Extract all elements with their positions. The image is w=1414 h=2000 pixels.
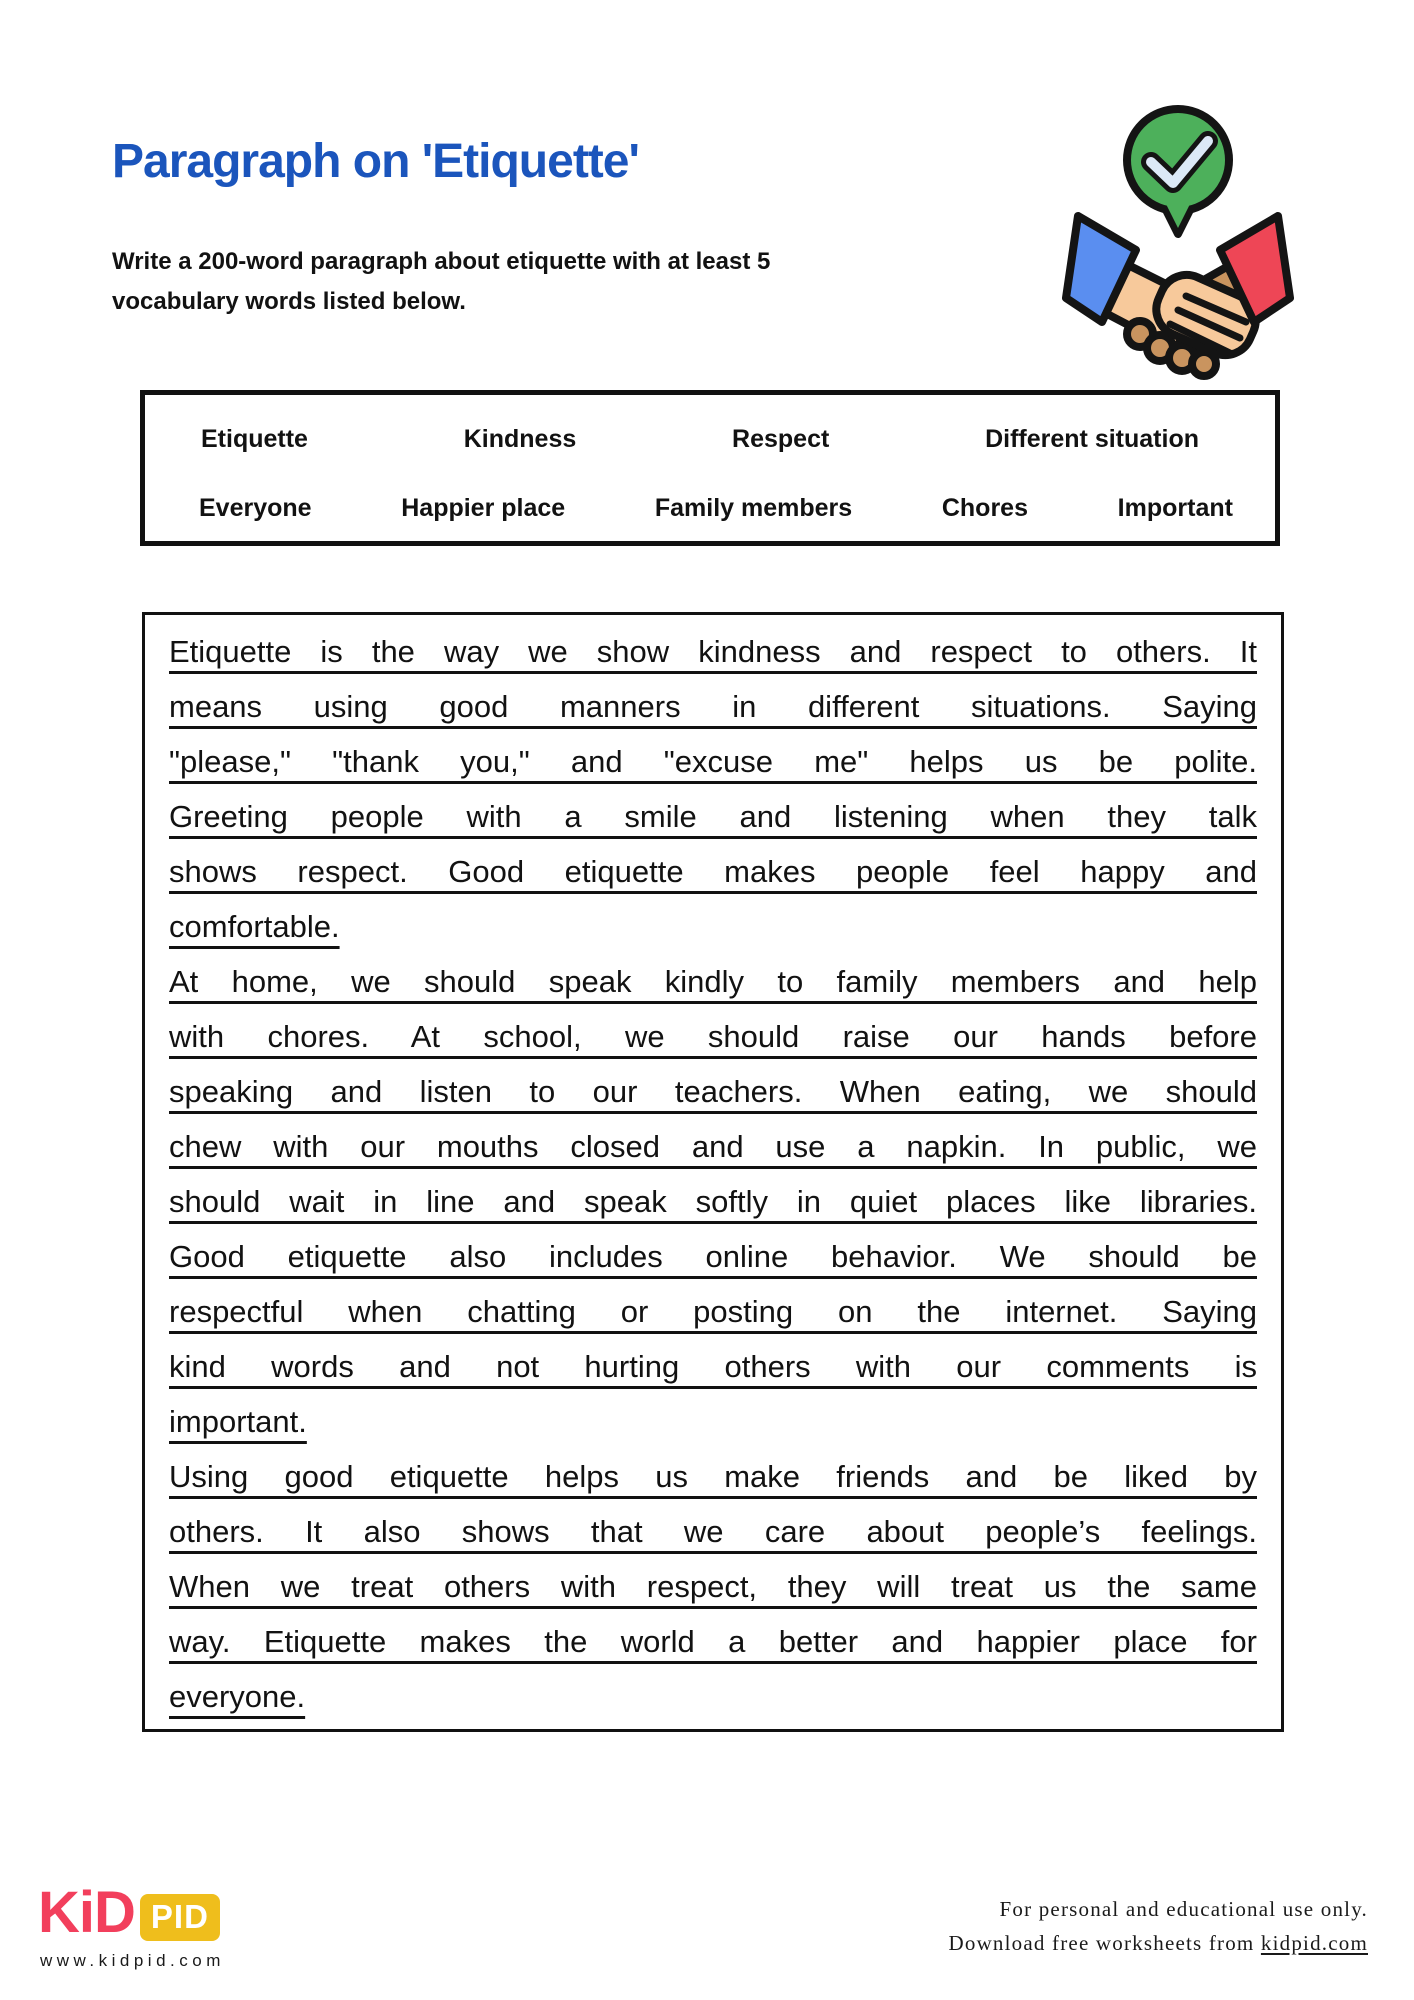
paragraph-box: [142, 612, 1284, 1732]
paragraph-line: "please," "thank you," and "excuse me" helps us be polite.: [169, 744, 1257, 779]
paragraph-line: At home, we should speak kindly to family members and help: [169, 964, 1257, 999]
logo-pid-badge: PID: [140, 1894, 220, 1941]
paragraph-line: speaking and listen to our teachers. When eating, we should: [169, 1074, 1257, 1109]
paragraph-line: means using good manners in different situations. Saying: [169, 689, 1257, 724]
paragraph-line: Good etiquette also includes online behavior. We should be: [169, 1239, 1257, 1274]
vocabulary-row-1: [145, 425, 1275, 454]
download-note: [949, 1926, 1369, 1960]
vocabulary-word: Important: [1117, 494, 1233, 522]
page-subtitle-line2: vocabulary words listed below.: [112, 288, 466, 315]
logo-kid-text: KiD: [38, 1880, 135, 1945]
paragraph-line: should wait in line and speak softly in quiet places like libraries.: [169, 1184, 1257, 1219]
vocabulary-word: Chores: [941, 494, 1028, 522]
vocabulary-word: Respect: [732, 425, 830, 453]
download-note-text: Download free worksheets from: [948, 1931, 1261, 1955]
paragraph-line: Greeting people with a smile and listening when they talk: [169, 799, 1257, 834]
paragraph-line: with chores. At school, we should raise our hands before: [169, 1019, 1257, 1054]
kidpid-logo: [38, 1880, 220, 1945]
handshake-icon: [1066, 216, 1290, 376]
paragraph-line: chew with our mouths closed and use a napkin. In public, we: [169, 1129, 1257, 1164]
handshake-check-icon: [1056, 84, 1302, 386]
page-subtitle-line1: Write a 200-word paragraph about etiquette with at least 5: [112, 248, 771, 275]
paragraph-line: way. Etiquette makes the world a better and happier place for: [169, 1624, 1257, 1659]
page-title: Paragraph on 'Etiquette': [112, 135, 639, 188]
paragraph-line: shows respect. Good etiquette makes people feel happy and: [169, 854, 1257, 889]
site-url: www.kidpid.com: [40, 1951, 225, 1970]
vocabulary-word: Happier place: [401, 494, 566, 522]
paragraph-line: When we treat others with respect, they will treat us the same: [169, 1569, 1257, 1604]
usage-note: For personal and educational use only.: [999, 1897, 1368, 1921]
vocabulary-word: Family members: [654, 494, 853, 522]
paragraph-line: respectful when chatting or posting on the internet. Saying: [169, 1294, 1257, 1329]
footer-notes: [949, 1892, 1369, 1960]
paragraph-line: kind words and not hurting others with our comments is: [169, 1349, 1257, 1384]
paragraph-line: comfortable.: [169, 909, 340, 944]
vocabulary-row-2: [145, 494, 1275, 523]
kidpid-link[interactable]: kidpid.com: [1260, 1931, 1368, 1955]
vocabulary-word: Different situation: [985, 425, 1199, 453]
paragraph-line: everyone.: [169, 1679, 306, 1714]
page-subtitle: [112, 242, 812, 322]
handshake-check-icon-svg: [1056, 84, 1302, 386]
vocabulary-word: Everyone: [199, 494, 312, 522]
paragraph-line: important.: [169, 1404, 307, 1439]
vocabulary-box: [140, 390, 1280, 546]
paragraph-line: Using good etiquette helps us make friends and be liked by: [169, 1459, 1257, 1494]
paragraph-line: others. It also shows that we care about people’s feelings.: [169, 1514, 1257, 1549]
paragraph-line: Etiquette is the way we show kindness and respect to others. It: [169, 634, 1257, 669]
vocabulary-word: Etiquette: [201, 425, 308, 453]
vocabulary-word: Kindness: [463, 425, 577, 453]
